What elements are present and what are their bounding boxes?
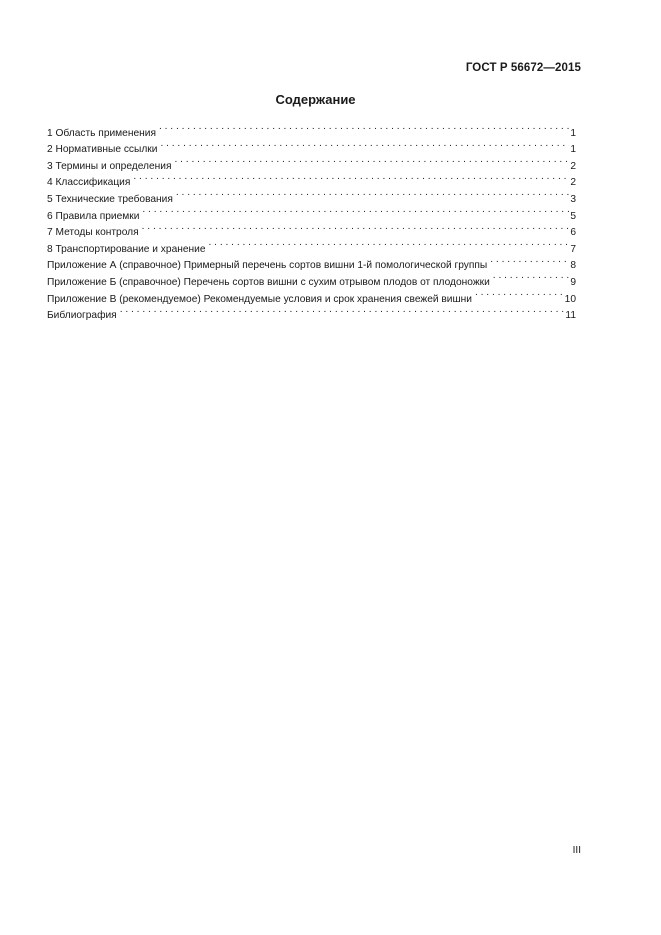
toc-item-label: 5 Технические требования (47, 193, 173, 205)
toc-dot-leader (131, 169, 569, 186)
table-of-contents (47, 119, 576, 322)
toc-dot-leader (158, 136, 569, 153)
toc-item-label: Приложение В (рекомендуемое) Рекомендуемые условия и срок хранения свежей вишни (47, 293, 472, 305)
toc-dot-leader (207, 235, 570, 252)
toc-item-label: 6 Правила приемки (47, 210, 140, 222)
toc-item-page: 1 (570, 127, 576, 139)
toc-item-label: 7 Методы контроля (47, 227, 139, 239)
toc-item-page: 7 (570, 243, 576, 255)
toc-item-1[interactable] (47, 119, 576, 139)
toc-item-page: 11 (565, 310, 576, 322)
toc-item-label: 1 Область применения (47, 127, 156, 139)
toc-dot-leader (473, 285, 564, 302)
toc-item-label: 8 Транспортирование и хранение (47, 243, 206, 255)
toc-item-label: 3 Термины и определения (47, 160, 172, 172)
toc-item-label: Приложение Б (справочное) Перечень сортов вишни с сухим отрывом плодов от плодоножки (47, 276, 490, 288)
toc-item-page: 10 (564, 293, 576, 305)
toc-item-page: 3 (570, 193, 576, 205)
toc-item-label: 2 Нормативные ссылки (47, 144, 158, 156)
toc-item-page: 5 (570, 210, 576, 222)
toc-item-label: Приложение А (справочное) Примерный перечень сортов вишни 1-й помологической группы (47, 260, 488, 272)
toc-dot-leader (488, 252, 569, 269)
toc-item-label: 4 Классификация (47, 177, 131, 189)
toc-item-page: 9 (570, 276, 576, 288)
toc-item-bibliography[interactable] (47, 302, 576, 322)
toc-dot-leader (140, 202, 569, 219)
toc-dot-leader (118, 302, 565, 319)
toc-dot-leader (174, 185, 569, 202)
toc-dot-leader (172, 152, 569, 169)
toc-item-page: 2 (570, 160, 576, 172)
page-number: III (572, 845, 581, 856)
toc-dot-leader (140, 219, 570, 236)
toc-title: Содержание (275, 92, 356, 107)
toc-item-page: 6 (570, 227, 576, 239)
toc-dot-leader (157, 119, 569, 136)
toc-item-page: 1 (570, 144, 576, 156)
toc-item-page: 2 (570, 177, 576, 189)
toc-item-page: 8 (570, 260, 576, 272)
toc-item-label: Библиография (47, 310, 117, 322)
toc-dot-leader (491, 268, 570, 285)
document-header-code: ГОСТ Р 56672—2015 (465, 62, 581, 74)
